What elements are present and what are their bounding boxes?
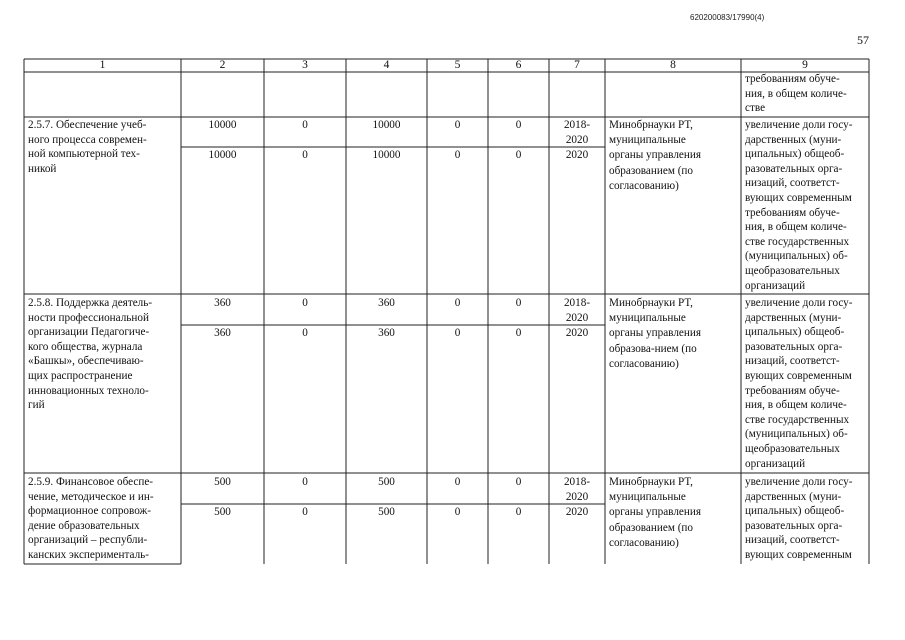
text-line: организаций – республи- xyxy=(28,534,148,547)
row-257-description xyxy=(28,118,147,176)
text-line: увеличение доли госу- xyxy=(745,476,853,488)
text-line: ного процесса современ- xyxy=(28,133,147,146)
text-line: вующих современным xyxy=(745,369,852,382)
text-line: дарственных (муни- xyxy=(745,311,842,324)
cell-other: 0 xyxy=(515,506,522,518)
cell-years: 2020 xyxy=(565,506,589,518)
cell-federal: 0 xyxy=(302,297,308,309)
cell-other: 0 xyxy=(515,149,522,161)
cell-years: 2020 xyxy=(565,327,589,339)
cell-total: 500 xyxy=(214,506,231,518)
row-257-executors xyxy=(609,118,701,194)
text-line: муниципальные xyxy=(609,491,686,504)
cell-other: 0 xyxy=(515,297,522,309)
text-line: «Башкы», обеспечиваю- xyxy=(28,355,144,368)
header-col-2: 2 xyxy=(219,59,226,71)
text-line: Минобрнауки РТ, xyxy=(609,119,693,131)
cell-regional: 360 xyxy=(378,297,395,309)
text-line: инновационных техноло- xyxy=(28,384,149,397)
text-line: муниципальные xyxy=(609,312,686,325)
text-line: дарственных (муни- xyxy=(745,490,842,503)
cell-regional: 360 xyxy=(378,327,395,339)
text-line: требованиям обуче- xyxy=(745,384,840,397)
text-line: 2018- xyxy=(563,119,591,131)
text-line: 2020 xyxy=(565,490,589,503)
header-col-3: 3 xyxy=(302,59,308,71)
row-258-result xyxy=(745,296,853,471)
cell-local: 0 xyxy=(454,297,461,309)
cell-total: 10000 xyxy=(208,119,237,131)
cell-federal: 0 xyxy=(302,506,308,518)
text-line: ной компьютерной тех- xyxy=(28,148,140,161)
cell-years xyxy=(549,475,605,504)
cell-local: 0 xyxy=(454,506,461,518)
text-line: канских эксперименталь- xyxy=(28,548,149,561)
header-col-5: 5 xyxy=(454,59,461,71)
text-line: ния, в общем количе- xyxy=(745,87,847,100)
text-line: 2.5.8. Поддержка деятель- xyxy=(28,297,153,309)
cell-total: 360 xyxy=(214,297,231,309)
cell-federal: 0 xyxy=(302,149,308,161)
text-line: разовательных орга- xyxy=(745,340,843,353)
text-line: ципальных) общеоб- xyxy=(745,148,845,161)
text-line: образова-нием (по xyxy=(609,342,697,355)
text-line: гий xyxy=(28,399,45,412)
text-line: кого общества, журнала xyxy=(28,340,143,353)
header-col-6: 6 xyxy=(515,59,522,71)
row-259-description xyxy=(28,475,154,563)
text-line: ности профессиональной xyxy=(28,311,149,324)
text-line: органы управления xyxy=(609,506,701,519)
text-line: низаций, соответст- xyxy=(745,534,840,547)
text-line: никой xyxy=(28,162,57,175)
text-line: 2018- xyxy=(563,297,591,309)
text-line: органы управления xyxy=(609,327,701,340)
cell-years xyxy=(549,296,605,325)
row-259-executors xyxy=(609,475,701,551)
cell-other: 0 xyxy=(515,476,522,488)
header-col-8: 8 xyxy=(670,59,676,71)
cell-total: 500 xyxy=(214,476,231,488)
text-line: 2020 xyxy=(565,311,589,324)
cell-other: 0 xyxy=(515,327,522,339)
cell-local: 0 xyxy=(454,476,461,488)
text-line: организаций xyxy=(745,457,806,470)
row-258-executors xyxy=(609,296,701,372)
header-col-1: 1 xyxy=(99,59,106,71)
text-line: требованиям обуче- xyxy=(745,73,840,85)
text-line: щеобразовательных xyxy=(745,442,840,455)
text-line: увеличение доли госу- xyxy=(745,119,853,131)
text-line: разовательных орга- xyxy=(745,519,843,532)
cell-federal: 0 xyxy=(302,476,308,488)
cell-regional: 10000 xyxy=(372,119,401,131)
text-line: низаций, соответст- xyxy=(745,355,840,368)
row-257-result xyxy=(745,118,853,293)
text-line: 2018- xyxy=(563,476,591,488)
text-line: (муниципальных) об- xyxy=(745,250,848,263)
text-line: стве xyxy=(745,102,766,115)
text-line: Минобрнауки РТ, xyxy=(609,476,693,488)
cell-total: 360 xyxy=(214,327,231,339)
carry-over-text xyxy=(745,72,847,116)
text-line: согласованию) xyxy=(609,179,679,192)
cell-local: 0 xyxy=(454,149,461,161)
cell-regional: 10000 xyxy=(372,149,401,161)
text-line: согласованию) xyxy=(609,536,679,549)
text-line: дарственных (муни- xyxy=(745,133,842,146)
cell-local: 0 xyxy=(454,327,461,339)
cell-local: 0 xyxy=(454,119,461,131)
text-line: образованием (по xyxy=(609,164,694,177)
text-line: вующих современным xyxy=(745,548,852,561)
text-line: чение, методическое и ин- xyxy=(28,490,154,503)
text-line: требованиям обуче- xyxy=(745,206,840,219)
text-line: 2.5.7. Обеспечение учеб- xyxy=(28,119,147,131)
text-line: формационное сопровож- xyxy=(28,505,151,518)
page-number: 57 xyxy=(857,33,869,47)
text-line: согласованию) xyxy=(609,357,679,370)
text-line: дение образовательных xyxy=(28,519,140,532)
row-259-result xyxy=(745,475,853,563)
cell-regional: 500 xyxy=(378,506,395,518)
header-col-7: 7 xyxy=(574,59,580,71)
text-line: организации Педагогиче- xyxy=(28,326,150,339)
header-col-9: 9 xyxy=(802,59,808,71)
text-line: разовательных орга- xyxy=(745,162,843,175)
cell-regional: 500 xyxy=(378,476,395,488)
text-line: ципальных) общеоб- xyxy=(745,505,845,518)
text-line: муниципальные xyxy=(609,134,686,147)
cell-other: 0 xyxy=(515,119,522,131)
header-col-4: 4 xyxy=(383,59,390,71)
cell-years xyxy=(549,118,605,147)
row-258-description xyxy=(28,296,152,413)
text-line: 2020 xyxy=(565,133,589,146)
text-line: образованием (по xyxy=(609,521,694,534)
text-line: ния, в общем количе- xyxy=(745,221,847,234)
text-line: щеобразовательных xyxy=(745,264,840,277)
cell-federal: 0 xyxy=(302,119,308,131)
cell-total: 10000 xyxy=(208,149,237,161)
document-id: 620200083/17990(4) xyxy=(690,13,765,22)
text-line: увеличение доли госу- xyxy=(745,297,853,309)
text-line: 2.5.9. Финансовое обеспе- xyxy=(28,476,154,488)
text-line: органы управления xyxy=(609,149,701,162)
text-line: ципальных) общеоб- xyxy=(745,326,845,339)
text-line: щих распространение xyxy=(28,369,133,382)
text-line: ния, в общем количе- xyxy=(745,399,847,412)
text-line: стве государственных xyxy=(745,413,850,426)
text-line: низаций, соответст- xyxy=(745,177,840,190)
cell-years: 2020 xyxy=(565,149,589,161)
text-line: вующих современным xyxy=(745,191,852,204)
text-line: (муниципальных) об- xyxy=(745,428,848,441)
text-line: организаций xyxy=(745,279,806,292)
text-line: Минобрнауки РТ, xyxy=(609,297,693,309)
cell-federal: 0 xyxy=(302,327,308,339)
text-line: стве государственных xyxy=(745,235,850,248)
